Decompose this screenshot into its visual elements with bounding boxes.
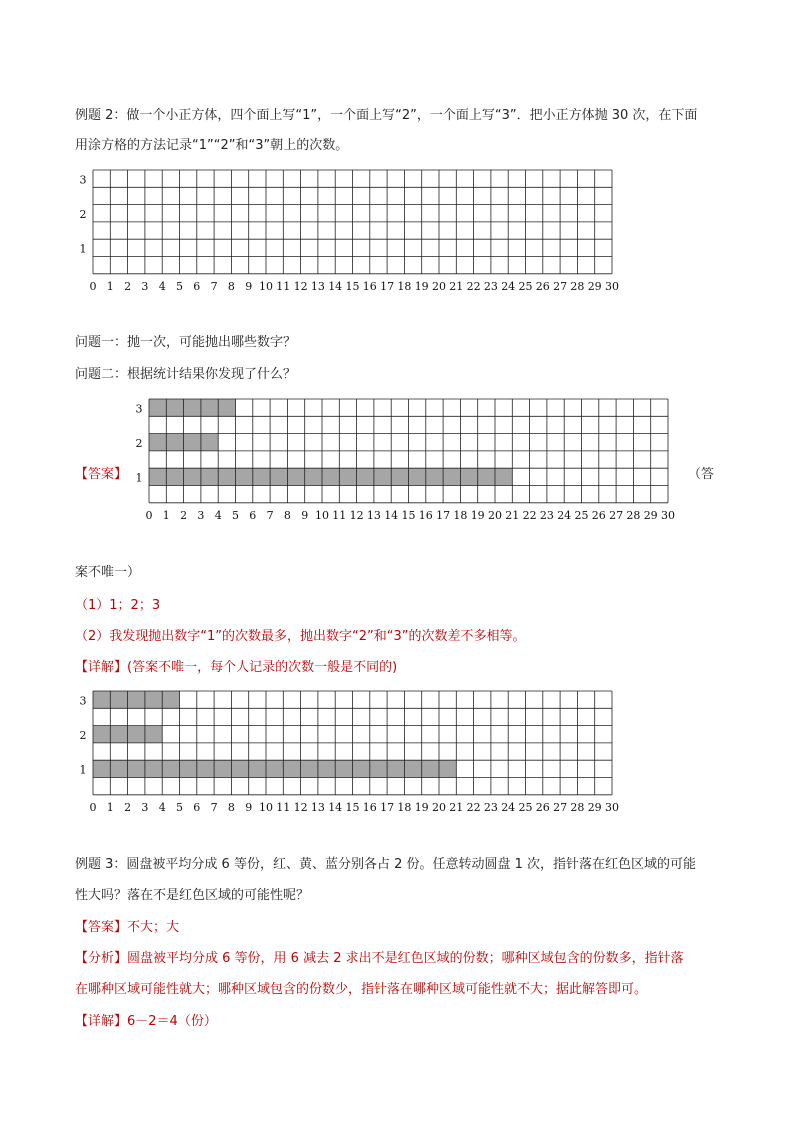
ex3-detail-tag: 【详解】: [75, 1014, 128, 1029]
x-tick-label: 25: [518, 279, 533, 293]
x-tick-label: 30: [661, 508, 675, 522]
x-tick-label: 3: [141, 279, 149, 293]
x-tick-label: 30: [605, 279, 619, 293]
x-tick-label: 24: [501, 279, 516, 293]
x-tick-label: 29: [643, 508, 658, 522]
x-tick-label: 12: [349, 508, 364, 522]
x-tick-label: 13: [310, 800, 325, 814]
x-tick-label: 24: [501, 800, 516, 814]
x-tick-label: 24: [557, 508, 572, 522]
x-tick-label: 6: [249, 508, 257, 522]
x-tick-label: 2: [124, 800, 132, 814]
ex3-answer: [75, 916, 179, 935]
x-tick-label: 8: [283, 508, 291, 522]
ex3-analysis-line1: [75, 947, 684, 966]
x-tick-label: 4: [158, 800, 166, 814]
x-tick-label: 8: [227, 800, 235, 814]
x-tick-label: 1: [106, 800, 114, 814]
ex2-question-line2: 用涂方格的方法记录“1”“2”和“3”朝上的次数。: [75, 138, 349, 153]
x-tick-label: 22: [466, 800, 481, 814]
x-tick-label: 28: [626, 508, 641, 522]
x-tick-label: 22: [522, 508, 537, 522]
x-tick-label: 19: [414, 279, 429, 293]
x-tick-label: 23: [483, 279, 498, 293]
x-tick-label: 27: [609, 508, 624, 522]
x-tick-label: 0: [145, 508, 153, 522]
ex3-analysis-text-1: 圆盘被平均分成 6 等份，用 6 减去 2 求出不是红色区域的份数；哪种区域包含的份数多，指针落: [127, 951, 684, 966]
ex2-answer-note-start: （答: [688, 467, 715, 482]
x-tick-label: 23: [483, 800, 498, 814]
x-tick-label: 20: [432, 800, 446, 814]
x-tick-label: 10: [315, 508, 329, 522]
x-tick-label: 19: [470, 508, 485, 522]
x-tick-label: 0: [89, 800, 97, 814]
x-tick-label: 11: [276, 800, 291, 814]
x-tick-label: 2: [124, 279, 132, 293]
x-tick-label: 11: [276, 279, 291, 293]
row-label-3: 3: [135, 402, 143, 416]
ex3-analysis-line2: 在哪种区域可能性就大；哪种区域包含的份数少，指针落在哪种区域可能性就不大；据此解答即可。: [75, 982, 648, 997]
x-tick-label: 4: [158, 279, 166, 293]
x-tick-label: 16: [418, 508, 433, 522]
x-tick-label: 27: [553, 279, 568, 293]
row-label-1: 1: [135, 471, 143, 485]
ex3-detail-text: 6－2＝4（份）: [127, 1014, 217, 1029]
row-label-3: 3: [79, 694, 87, 708]
x-tick-label: 9: [301, 508, 309, 522]
empty-record-grid: [76, 168, 621, 308]
bar-row-1: [93, 760, 456, 777]
x-tick-label: 17: [436, 508, 451, 522]
x-tick-label: 9: [245, 800, 253, 814]
x-tick-label: 1: [106, 279, 114, 293]
ex2-detail: [75, 656, 397, 675]
x-tick-label: 26: [535, 279, 550, 293]
x-tick-label: 14: [328, 800, 343, 814]
row-label-1: 1: [79, 242, 87, 256]
ex3-answer-tag: 【答案】: [75, 920, 128, 935]
x-tick-label: 18: [453, 508, 468, 522]
x-tick-label: 14: [328, 279, 343, 293]
x-tick-label: 0: [89, 279, 97, 293]
ex3-question-line1: 例题 3：圆盘被平均分成 6 等份，红、黄、蓝分别各占 2 份。任意转动圆盘 1 次，指针落在红色区域的可能: [75, 857, 697, 872]
x-tick-label: 5: [232, 508, 239, 522]
x-tick-label: 15: [345, 279, 360, 293]
x-tick-label: 25: [574, 508, 589, 522]
x-tick-label: 12: [293, 279, 308, 293]
x-tick-label: 22: [466, 279, 481, 293]
ex2-answer-note-end: 案不唯一）: [75, 565, 141, 580]
x-tick-label: 18: [397, 279, 412, 293]
bar-row-3: [149, 399, 236, 416]
x-tick-label: 1: [162, 508, 170, 522]
x-tick-label: 7: [210, 279, 218, 293]
x-tick-label: 10: [259, 800, 273, 814]
x-tick-label: 2: [180, 508, 188, 522]
answer-record-grid: [132, 397, 677, 537]
ex3-answer-text: 不大；大: [127, 920, 180, 935]
row-label-2: 2: [79, 207, 87, 221]
x-tick-label: 17: [380, 279, 395, 293]
x-tick-label: 15: [345, 800, 360, 814]
ex2-answer-tag: 【答案】: [75, 467, 128, 482]
x-tick-label: 4: [214, 508, 222, 522]
x-tick-label: 26: [535, 800, 550, 814]
x-tick-label: 10: [259, 279, 273, 293]
row-label-2: 2: [135, 436, 143, 450]
x-tick-label: 16: [362, 800, 377, 814]
x-tick-label: 27: [553, 800, 568, 814]
x-tick-label: 6: [193, 279, 201, 293]
ex3-question-line2: 性大吗？落在不是红色区域的可能性呢？: [75, 888, 310, 903]
x-tick-label: 5: [176, 279, 183, 293]
ex3-detail: [75, 1010, 217, 1029]
x-tick-label: 11: [332, 508, 347, 522]
x-tick-label: 13: [310, 279, 325, 293]
x-tick-label: 7: [210, 800, 218, 814]
row-label-3: 3: [79, 173, 87, 187]
x-tick-label: 7: [266, 508, 274, 522]
x-tick-label: 12: [293, 800, 308, 814]
x-tick-label: 28: [570, 800, 585, 814]
x-tick-label: 28: [570, 279, 585, 293]
x-tick-label: 9: [245, 279, 253, 293]
ex2-question-2: 问题二：根据统计结果你发现了什么？: [75, 367, 297, 382]
x-tick-label: 21: [505, 508, 520, 522]
x-tick-label: 29: [587, 279, 602, 293]
ex2-answer-2: （2）我发现抛出数字“1”的次数最多，抛出数字“2”和“3”的次数差不多相等。: [75, 629, 526, 644]
x-tick-label: 17: [380, 800, 395, 814]
x-tick-label: 15: [401, 508, 416, 522]
x-tick-label: 25: [518, 800, 533, 814]
x-tick-label: 5: [176, 800, 183, 814]
x-tick-label: 21: [449, 279, 464, 293]
x-tick-label: 30: [605, 800, 619, 814]
bar-row-1: [149, 468, 512, 485]
x-tick-label: 6: [193, 800, 201, 814]
bar-row-3: [93, 691, 180, 708]
x-tick-label: 20: [488, 508, 502, 522]
ex2-answer-1: （1）1；2；3: [75, 598, 161, 613]
ex2-detail-text: (答案不唯一，每个人记录的次数一般是不同的): [127, 660, 398, 675]
ex2-question-line1: 例题 2：做一个小正方体，四个面上写“1”，一个面上写“2”，一个面上写“3”．把小正方体抛 30 次，在下面: [75, 108, 698, 123]
x-tick-label: 26: [591, 508, 606, 522]
ex3-analysis-tag: 【分析】: [75, 951, 128, 966]
ex2-question-1: 问题一：抛一次，可能抛出哪些数字？: [75, 335, 297, 350]
x-tick-label: 23: [539, 508, 554, 522]
row-label-1: 1: [79, 763, 87, 777]
x-tick-label: 8: [227, 279, 235, 293]
ex2-detail-tag: 【详解】: [75, 660, 128, 675]
x-tick-label: 13: [366, 508, 381, 522]
x-tick-label: 20: [432, 279, 446, 293]
x-tick-label: 3: [197, 508, 205, 522]
x-tick-label: 19: [414, 800, 429, 814]
detail-record-grid: [76, 689, 621, 829]
row-label-2: 2: [79, 728, 87, 742]
x-tick-label: 29: [587, 800, 602, 814]
x-tick-label: 21: [449, 800, 464, 814]
x-tick-label: 18: [397, 800, 412, 814]
x-tick-label: 16: [362, 279, 377, 293]
x-tick-label: 3: [141, 800, 149, 814]
x-tick-label: 14: [384, 508, 399, 522]
